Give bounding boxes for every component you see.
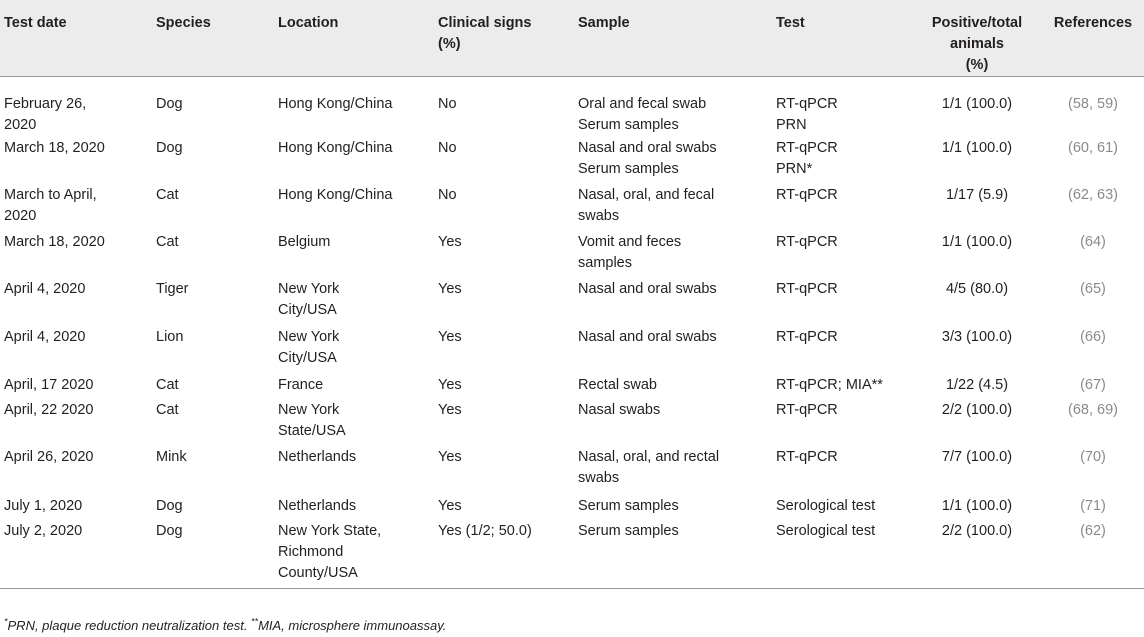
cell-test-line: PRN* [776,161,813,177]
header-species: Species [152,0,274,77]
cell-location-line: County/USA [278,565,358,581]
cell-location [274,398,434,445]
cell-positive-total [912,325,1042,373]
cell-test-line: Serological test [776,498,876,514]
cell-location-line: Hong Kong/China [278,187,393,203]
cell-references-text: (60, 61) [1068,140,1118,156]
cell-sample-line: Nasal and oral swabs [578,329,717,345]
cell-species-text: Dog [156,96,183,112]
cell-location-line: New York [278,402,340,418]
cell-references-text: (62, 63) [1068,187,1118,203]
header-test: Test [772,0,912,77]
cell-location-line: Netherlands [278,449,357,465]
cell-test [772,230,912,277]
cell-sample-line: Serum samples [578,523,679,539]
cell-species [152,136,274,183]
cell-sample-line: Vomit and feces [578,234,682,250]
cell-clinical-signs-text: Yes [438,449,462,465]
cell-test-line: PRN [776,117,807,133]
cell-clinical-signs-text: Yes [438,281,462,297]
cell-clinical-signs [434,373,574,398]
cell-location [274,325,434,373]
cell-references [1042,398,1144,445]
cell-location [274,230,434,277]
cell-references-text: (68, 69) [1068,402,1118,418]
cell-location-line: Belgium [278,234,331,250]
cell-test-date [0,183,152,230]
cell-clinical-signs [434,277,574,325]
cell-clinical-signs [434,77,574,137]
cell-species [152,277,274,325]
cell-references-text: (65) [1080,281,1106,297]
cell-test-date-line: 2020 [4,208,37,224]
footnote-mark-1: * [4,616,8,627]
cell-clinical-signs-text: Yes [438,402,462,418]
cell-positive-total-text: 3/3 (100.0) [941,329,1013,345]
cell-location [274,519,434,589]
cell-test-line: RT-qPCR [776,281,838,297]
cell-test-date-line: 2020 [4,117,37,133]
cell-species [152,77,274,137]
header-clinical-signs: Clinical signs (%) [434,0,574,77]
cell-clinical-signs [434,325,574,373]
footnote-text-1: PRN, plaque reduction neutralization test. [7,618,252,633]
table-row [0,277,1144,325]
header-references: References [1042,0,1144,77]
header-sample: Sample [574,0,772,77]
cell-sample [574,445,772,494]
cell-location-line: New York [278,281,340,297]
cell-positive-total-text: 1/1 (100.0) [941,498,1013,514]
cell-clinical-signs-text: No [438,140,457,156]
cell-clinical-signs-text: No [438,187,457,203]
cell-clinical-signs-text: Yes [438,498,462,514]
cell-sample-line: Serum samples [578,498,679,514]
table-header [0,0,1144,77]
cell-clinical-signs-text: Yes (1/2; 50.0) [438,523,532,539]
cell-references-text: (67) [1080,377,1106,393]
cell-references [1042,445,1144,494]
cell-test-date [0,325,152,373]
header-test-date: Test date [0,0,152,77]
cell-species [152,494,274,519]
cell-species [152,183,274,230]
cell-location [274,183,434,230]
cell-test-date [0,445,152,494]
cell-test [772,373,912,398]
cell-test-date [0,230,152,277]
cell-species-text: Cat [156,377,179,393]
cell-species-text: Dog [156,498,183,514]
cell-test-date-line: April 4, 2020 [4,329,86,345]
cell-test [772,519,912,589]
cell-sample-line: swabs [578,208,620,224]
cell-clinical-signs [434,398,574,445]
cell-species [152,325,274,373]
header-location: Location [274,0,434,77]
cell-clinical-signs [434,183,574,230]
cell-species [152,398,274,445]
cell-positive-total-text: 2/2 (100.0) [941,523,1013,539]
table-row [0,373,1144,398]
cell-positive-total [912,519,1042,589]
cell-test [772,136,912,183]
cell-test-date-line: March 18, 2020 [4,140,105,156]
cell-clinical-signs-text: No [438,96,457,112]
cell-sample-line: Oral and fecal swab [578,96,707,112]
cell-test-date [0,494,152,519]
cell-location-line: Richmond [278,544,344,560]
cell-test-date-line: April, 22 2020 [4,402,94,418]
cell-references [1042,325,1144,373]
cell-test-date-line: April, 17 2020 [4,377,94,393]
cell-test-date [0,136,152,183]
cell-clinical-signs [434,136,574,183]
cell-location [274,494,434,519]
cell-references-text: (62) [1080,523,1106,539]
cell-clinical-signs [434,494,574,519]
cell-species-text: Dog [156,140,183,156]
cell-positive-total-text: 1/1 (100.0) [941,234,1013,250]
cell-sample-line: Nasal and oral swabs [578,281,717,297]
cell-test-line: Serological test [776,523,876,539]
cell-sample [574,230,772,277]
cell-positive-total [912,373,1042,398]
cell-positive-total [912,398,1042,445]
cell-location [274,136,434,183]
table-row [0,325,1144,373]
cell-test-date-line: March to April, [4,187,97,203]
cell-positive-total [912,183,1042,230]
cell-test-line: RT-qPCR [776,449,838,465]
cell-sample [574,398,772,445]
table-row [0,445,1144,494]
header-row [0,0,1144,77]
cell-sample [574,494,772,519]
cell-clinical-signs-text: Yes [438,329,462,345]
cell-positive-total-text: 1/1 (100.0) [941,96,1013,112]
cell-species-text: Cat [156,187,179,203]
table-row [0,398,1144,445]
cell-sample [574,136,772,183]
cell-references [1042,373,1144,398]
table-row [0,136,1144,183]
cell-test-line: RT-qPCR [776,329,838,345]
cell-location [274,373,434,398]
cell-test-date-line: April 26, 2020 [4,449,94,465]
cell-references-text: (71) [1080,498,1106,514]
cell-sample-line: samples [578,255,632,271]
cell-sample [574,183,772,230]
cell-test-line: RT-qPCR; MIA** [776,377,883,393]
cell-location-line: France [278,377,324,393]
cell-test-date-line: February 26, [4,96,87,112]
cell-location-line: Hong Kong/China [278,96,393,112]
cell-location [274,277,434,325]
cell-sample-line: Nasal and oral swabs [578,140,717,156]
cell-location-line: Netherlands [278,498,357,514]
cell-test-line: RT-qPCR [776,402,838,418]
footnote-text-2: MIA, microsphere immunoassay. [258,618,447,633]
table-row [0,230,1144,277]
cell-positive-total [912,77,1042,137]
cell-species-text: Cat [156,234,179,250]
cell-location-line: New York [278,329,340,345]
cell-positive-total-text: 4/5 (80.0) [945,281,1009,297]
cell-sample [574,77,772,137]
cell-sample-line: swabs [578,470,620,486]
cell-species-text: Tiger [156,281,189,297]
cell-test-line: RT-qPCR [776,187,838,203]
cell-test [772,398,912,445]
table-body [0,77,1144,589]
table-row [0,183,1144,230]
cell-references [1042,183,1144,230]
cell-test-date [0,373,152,398]
cell-species-text: Cat [156,402,179,418]
cell-species [152,373,274,398]
cell-sample [574,373,772,398]
cell-test [772,183,912,230]
cell-location-line: City/USA [278,302,337,318]
table-row [0,494,1144,519]
cell-positive-total-text: 1/17 (5.9) [945,187,1009,203]
cell-references-text: (70) [1080,449,1106,465]
cell-location-line: City/USA [278,350,337,366]
cell-references [1042,519,1144,589]
cell-positive-total-text: 1/22 (4.5) [945,377,1009,393]
cell-species [152,445,274,494]
cell-positive-total-text: 7/7 (100.0) [941,449,1013,465]
cell-location [274,445,434,494]
cell-test-date [0,519,152,589]
cell-sample-line: Nasal, oral, and rectal [578,449,720,465]
cell-test-date [0,77,152,137]
cell-positive-total [912,277,1042,325]
cell-sample-line: Nasal swabs [578,402,661,418]
table-row [0,519,1144,589]
header-positive-total: Positive/total animals (%) [912,0,1042,77]
cell-test-date-line: July 2, 2020 [4,523,83,539]
cell-sample [574,277,772,325]
cell-location-line: State/USA [278,423,346,439]
cell-location-line: Hong Kong/China [278,140,393,156]
cell-species [152,230,274,277]
cell-sample-line: Nasal, oral, and fecal [578,187,715,203]
cell-test-line: RT-qPCR [776,140,838,156]
cell-test [772,277,912,325]
cell-test [772,494,912,519]
cell-references [1042,277,1144,325]
cell-sample [574,325,772,373]
cell-species-text: Dog [156,523,183,539]
cell-location [274,77,434,137]
cell-positive-total-text: 2/2 (100.0) [941,402,1013,418]
cell-species-text: Lion [156,329,184,345]
cell-clinical-signs-text: Yes [438,234,462,250]
cell-references-text: (66) [1080,329,1106,345]
cell-references-text: (58, 59) [1068,96,1118,112]
cell-references-text: (64) [1080,234,1106,250]
cell-positive-total-text: 1/1 (100.0) [941,140,1013,156]
cell-references [1042,136,1144,183]
cell-references [1042,77,1144,137]
cell-test-date-line: March 18, 2020 [4,234,105,250]
cell-test-date [0,277,152,325]
cell-references [1042,230,1144,277]
cell-positive-total [912,494,1042,519]
cell-clinical-signs [434,230,574,277]
table-row [0,77,1144,137]
cell-sample-line: Serum samples [578,117,679,133]
cell-sample-line: Serum samples [578,161,679,177]
cell-test [772,77,912,137]
cell-test-date-line: April 4, 2020 [4,281,86,297]
cell-positive-total [912,136,1042,183]
cell-location-line: New York State, [278,523,382,539]
table-footnote [4,618,446,633]
cell-clinical-signs [434,445,574,494]
cell-test [772,325,912,373]
cell-positive-total [912,445,1042,494]
cell-clinical-signs [434,519,574,589]
cell-sample-line: Rectal swab [578,377,657,393]
cell-references [1042,494,1144,519]
cell-sample [574,519,772,589]
cell-species [152,519,274,589]
cell-positive-total [912,230,1042,277]
cell-test-date-line: July 1, 2020 [4,498,83,514]
cell-species-text: Mink [156,449,187,465]
cell-test-date [0,398,152,445]
cell-test-line: RT-qPCR [776,96,838,112]
cell-test [772,445,912,494]
footnote-mark-2: ** [251,616,259,627]
cell-test-line: RT-qPCR [776,234,838,250]
cell-clinical-signs-text: Yes [438,377,462,393]
